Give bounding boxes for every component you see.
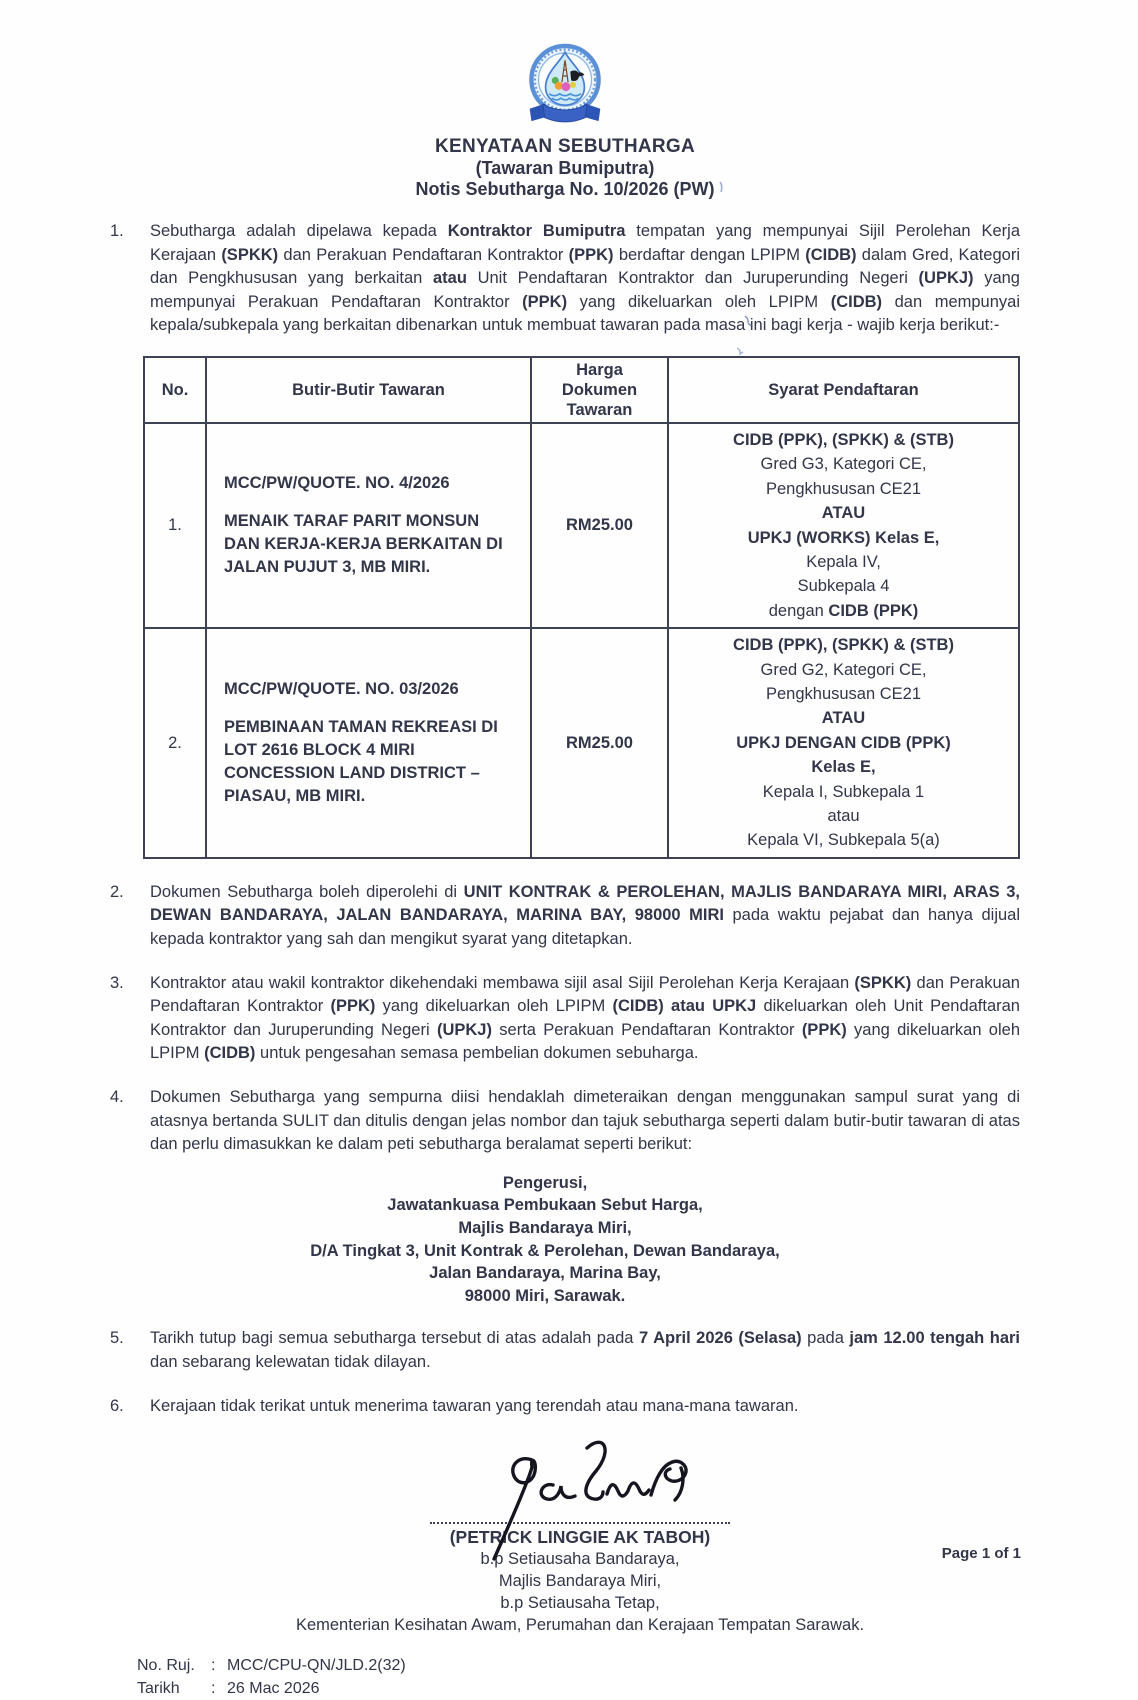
page-subtitle: (Tawaran Bumiputra) <box>475 158 655 178</box>
item-number: 3. <box>110 973 124 992</box>
item-number: 5. <box>110 1329 124 1348</box>
item-text: Dokumen Sebutharga boleh diperolehi di UNIT KONTRAK & PEROLEHAN, MAJLIS BANDARAYA MIRI, ARAS 3, DEWAN BANDARAYA, JALAN BANDARAYA, MARINA BAY, 98000 MIRI pada waktu pejabat dan hanya dijual kepada kontraktor yang sah dan mengikut syarat yang ditetapkan. <box>150 882 1021 949</box>
miri-city-council-crest-icon <box>512 40 618 133</box>
paragraph-item-4 <box>110 1086 1020 1157</box>
document-price: RM25.00 <box>531 423 668 628</box>
document-price: RM25.00 <box>531 628 668 858</box>
registration-requirements: CIDB (PPK), (SPKK) & (STB) Gred G3, Kategori CE, Pengkhususan CE21 ATAU UPKJ (WORKS) Kelas E, Kepala IV, Subkepala 4 dengan CIDB (PPK) <box>668 423 1019 628</box>
signature-block <box>180 1426 980 1636</box>
paragraph-item-6 <box>110 1395 1020 1419</box>
item-number: 4. <box>110 1088 124 1107</box>
row-number: 1. <box>144 423 206 628</box>
offer-description: MENAIK TARAF PARIT MONSUN DAN KERJA-KERJA BERKAITAN DI JALAN PUJUT 3, MB MIRI. <box>224 512 503 577</box>
page-number: Page 1 of 1 <box>941 1545 1021 1562</box>
table-header-row <box>144 357 1019 423</box>
notice-number: Notis Sebutharga No. 10/2026 (PW) <box>415 179 714 200</box>
reference-footer <box>137 1654 1020 1700</box>
ink-tick-mark-icon <box>742 314 754 333</box>
item-text: Kerajaan tidak terikat untuk menerima tawaran yang terendah atau mana-mana tawaran. <box>150 1396 799 1415</box>
col-header-no: No. <box>144 357 206 423</box>
item-number: 2. <box>110 882 124 901</box>
page-title: KENYATAAN SEBUTHARGA <box>434 136 696 157</box>
signature-line <box>430 1522 730 1524</box>
ref-value: MCC/CPU-QN/JLD.2(32) <box>227 1657 406 1675</box>
paragraph-item-5 <box>110 1327 1020 1374</box>
item-text: Kontraktor atau wakil kontraktor dikehendaki membawa sijil asal Sijil Perolehan Kerja Kerajaan (SPKK) dan Perakuan Pendaftaran Kontraktor (PPK) yang dikeluarkan oleh LPIPM (CIDB) atau UPKJ dikeluarkan oleh Unit Pendaftaran Kontraktor dan Juruperunding Negeri (UPKJ) serta Perakuan Pendaftaran Kontraktor (PPK) yang dikeluarkan oleh LPIPM (CIDB) untuk pengesahan semasa pembelian dokumen sebuharga. <box>150 973 1020 1063</box>
stray-ink-mark-icon <box>718 177 725 198</box>
offer-details <box>206 423 531 628</box>
item-text: Sebutharga adalah dipelawa kepada Kontraktor Bumiputra tempatan yang mempunyai Sijil Perolehan Kerja Kerajaan (SPKK) dan Perakuan Pendaftaran Kontraktor (PPK) berdaftar dengan LPIPM (CIDB) dalam Gred, Kategori dan Pengkhususan yang berkaitan atau Unit Pendaftaran Kontraktor dan Juruperunding Negeri (UPKJ) yang mempunyai Perakuan Pendaftaran Kontraktor (PPK) yang dikeluarkan oleh LPIPM (CIDB) dan mempunyai kepala/subkepala yang berkaitan dibenarkan untuk membuat tawaran pada masa ini bagi kerja - wajib kerja berikut:- <box>150 222 1021 335</box>
quote-number: MCC/PW/QUOTE. NO. 03/2026 <box>224 680 459 699</box>
date-label: Tarikh <box>137 1680 180 1698</box>
ref-label: No. Ruj. <box>137 1657 195 1675</box>
submission-address-block: Pengerusi, Jawatankuasa Pembukaan Sebut Harga, Majlis Bandaraya Miri, D/A Tingkat 3, Unit Kontrak & Perolehan, Dewan Bandaraya, Jalan Bandaraya, Marina Bay, 98000 Miri, Sarawak. <box>310 1173 780 1305</box>
item-text: Tarikh tutup bagi semua sebutharga tersebut di atas adalah pada 7 April 2026 (Selasa) pada jam 12.00 tengah hari dan sebarang kelewatan tidak dilayan. <box>150 1329 1020 1371</box>
col-header-butir: Butir-Butir Tawaran <box>206 357 531 423</box>
paragraph-item-1 <box>110 220 1020 338</box>
paragraph-item-2 <box>110 881 1020 952</box>
offers-table <box>143 356 1020 859</box>
signatory-name: (PETRICK LINGGIE AK TABOH) <box>449 1527 711 1548</box>
signatory-titles: b.p Setiausaha Bandaraya, Majlis Bandaraya Miri, b.p Setiausaha Tetap, Kementerian Kesihatan Awam, Perumahan dan Kerajaan Tempatan Sarawak. <box>295 1550 865 1635</box>
item-number: 6. <box>110 1396 124 1415</box>
date-row <box>137 1677 1020 1700</box>
row-number: 2. <box>144 628 206 858</box>
paragraph-item-3 <box>110 972 1020 1066</box>
date-colon: : <box>211 1680 216 1698</box>
item-text: Dokumen Sebutharga yang sempurna diisi hendaklah dimeteraikan dengan menggunakan sampul surat yang di atasnya bertanda SULIT dan ditulis dengan jelas nombor dan tajuk sebutharga seperti dalam butir-butir tawaran di atas dan perlu dimasukkan ke dalam peti sebutharga beralamat seperti berikut: <box>150 1088 1020 1154</box>
ref-colon: : <box>211 1657 216 1675</box>
reference-number-row <box>137 1654 1020 1677</box>
col-header-syarat: Syarat Pendaftaran <box>668 357 1019 423</box>
offer-details <box>206 628 531 858</box>
table-row <box>144 423 1019 628</box>
ink-tick-mark-icon <box>735 344 747 362</box>
table-row <box>144 628 1019 858</box>
registration-requirements: CIDB (PPK), (SPKK) & (STB) Gred G2, Kategori CE, Pengkhususan CE21 ATAU UPKJ DENGAN CIDB (PPK) Kelas E, Kepala I, Subkepala 1 atau Kepala VI, Subkepala 5(a) <box>668 628 1019 858</box>
col-header-harga: Harga Dokumen Tawaran <box>531 357 668 423</box>
item-number: 1. <box>110 222 124 240</box>
quote-number: MCC/PW/QUOTE. NO. 4/2026 <box>224 474 450 493</box>
date-value: 26 Mac 2026 <box>227 1680 320 1698</box>
document-header <box>110 0 1020 200</box>
offer-description: PEMBINAAN TAMAN REKREASI DI LOT 2616 BLOCK 4 MIRI CONCESSION LAND DISTRICT – PIASAU, MB MIRI. <box>224 718 498 806</box>
